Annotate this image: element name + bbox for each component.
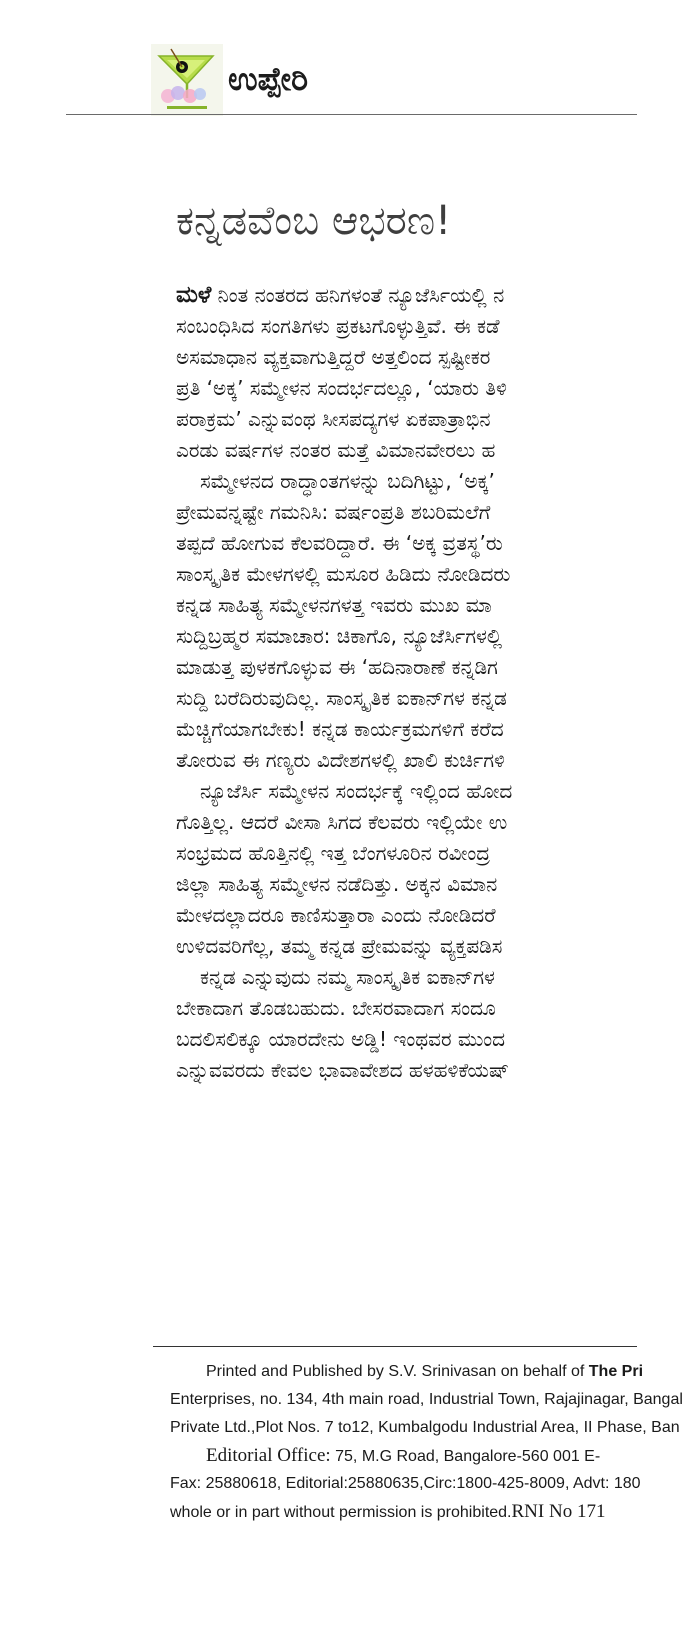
article-line: ಸಂಬಂಧಿಸಿದ ಸಂಗತಿಗಳು ಪ್ರಕಟಗೊಳ್ಳುತ್ತಿವೆ. ಈ ಕಡೆ	[176, 314, 500, 338]
section-title: ಉಪ್ಪೇರಿ	[228, 60, 309, 98]
article-line: ಕನ್ನಡ ಸಾಹಿತ್ಯ ಸಮ್ಮೇಳನಗಳತ್ತ ಇವರು ಮುಖ ಮಾ	[176, 593, 492, 617]
article-line: ತಪ್ಪದೆ ಹೋಗುವ ಕೆಲವರಿದ್ದಾರೆ. ಈ ‘ಅಕ್ಕ ವ್ರತಸ್ಥ’ರು	[176, 531, 503, 555]
article-line: ಕನ್ನಡ ಎನ್ನುವುದು ನಮ್ಮ ಸಾಂಸ್ಕೃತಿಕ ಐಕಾನ್‌ಗಳ	[200, 965, 495, 989]
imprint-line: Private Ltd.,Plot Nos. 7 to12, Kumbalgodu Industrial Area, II Phase, Ban	[170, 1419, 680, 1436]
article-headline: ಕನ್ನಡವೆಂಬ ಆಭರಣ!	[176, 198, 452, 244]
article-line: ಪರಾಕ್ರಮ’ ಎನ್ನುವಂಥ ಸೀಸಪದ್ಯಗಳ ಏಕಪಾತ್ರಾಭಿನ	[176, 407, 491, 431]
imprint-line	[170, 1498, 640, 1526]
article-line: ಉಳಿದವರಿಗೆಲ್ಲ, ತಮ್ಮ ಕನ್ನಡ ಪ್ರೇಮವನ್ನು ವ್ಯಕ್ತಪಡಿಸ	[176, 934, 503, 958]
article-line: ಸಮ್ಮೇಳನದ ರಾದ್ಧಾಂತಗಳನ್ನು ಬದಿಗಿಟ್ಟು, ‘ಅಕ್ಕ’	[200, 469, 495, 493]
article-line: ಪ್ರೇಮವನ್ನಷ್ಟೇ ಗಮನಿಸಿ: ವರ್ಷಂಪ್ರತಿ ಶಬರಿಮಲೆಗೆ	[176, 500, 491, 524]
article-line: ತೋರುವ ಈ ಗಣ್ಯರು ವಿದೇಶಗಳಲ್ಲಿ ಖಾಲಿ ಕುರ್ಚಿಗಳಿ	[176, 748, 505, 772]
publisher-name: The Pri	[588, 1363, 644, 1380]
footer-divider	[153, 1346, 637, 1347]
article-line: ಬೇಕಾದಾಗ ತೊಡಬಹುದು. ಬೇಸರವಾದಾಗ ಸಂದೂ	[176, 996, 496, 1020]
article-line: ಜಿಲ್ಲಾ ಸಾಹಿತ್ಯ ಸಮ್ಮೇಳನ ನಡೆದಿತ್ತು. ಅಕ್ಕನ ವಿಮಾನ	[176, 872, 498, 896]
article-line: ಮೆಚ್ಚಿಗೆಯಾಗಬೇಕು! ಕನ್ನಡ ಕಾರ್ಯಕ್ರಮಗಳಿಗೆ ಕರೆದ	[176, 717, 504, 741]
imprint-line	[170, 1442, 640, 1470]
imprint-line: Enterprises, no. 134, 4th main road, Industrial Town, Rajajinagar, Bangal	[170, 1391, 683, 1408]
article-body	[176, 280, 646, 1086]
copyright-notice: whole or in part without permission is prohibited.	[170, 1504, 512, 1521]
article-line: ಮೇಳದಲ್ಲಾದರೂ ಕಾಣಿಸುತ್ತಾರಾ ಎಂದು ನೋಡಿದರೆ	[176, 903, 496, 927]
article-line: ನ್ಯೂಜೆರ್ಸಿ ಸಮ್ಮೇಳನ ಸಂದರ್ಭಕ್ಕೆ ಇಲ್ಲಿಂದ ಹೋದ	[200, 779, 513, 803]
article-line: ಸಂಭ್ರಮದ ಹೊತ್ತಿನಲ್ಲಿ ಇತ್ತ ಬೆಂಗಳೂರಿನ ರವೀಂದ್ರ	[176, 841, 490, 865]
article-line: ಸುದ್ದಿ ಬರೆದಿರುವುದಿಲ್ಲ. ಸಾಂಸ್ಕೃತಿಕ ಐಕಾನ್‌ಗಳ ಕನ್ನಡ	[176, 686, 507, 710]
imprint-text: Printed and Published by S.V. Srinivasan on behalf of	[206, 1363, 589, 1380]
article-line: ಬದಲಿಸಲಿಕ್ಕೂ ಯಾರದೇನು ಅಡ್ಡಿ! ಇಂಥವರ ಮುಂದ	[176, 1027, 506, 1051]
article-line: ಎರಡು ವರ್ಷಗಳ ನಂತರ ಮತ್ತೆ ವಿಮಾನವೇರಲು ಹ	[176, 438, 496, 462]
article-line: ಮಾಡುತ್ತ ಪುಳಕಗೊಳ್ಳುವ ಈ ‘ಹದಿನಾರಾಣೆ ಕನ್ನಡಿಗ	[176, 655, 498, 679]
article-line: ಪ್ರತಿ ‘ಅಕ್ಕ’ ಸಮ್ಮೇಳನ ಸಂದರ್ಭದಲ್ಲೂ, ‘ಯಾರು ತಿಳಿ	[176, 376, 507, 400]
imprint-line: Fax: 25880618, Editorial:25880635,Circ:1800-425-8009, Advt: 180	[170, 1475, 641, 1492]
article-line: ಅಸಮಾಧಾನ ವ್ಯಕ್ತವಾಗುತ್ತಿದ್ದರೆ ಅತ್ತಲಿಂದ ಸ್ಪಷ್ಟೀಕರ	[176, 345, 491, 369]
imprint	[170, 1358, 683, 1526]
rni-number: RNI No 171	[511, 1501, 606, 1522]
editorial-office-label: Editorial Office:	[206, 1445, 331, 1466]
article-line: ಸುದ್ದಿಬ್ರಹ್ಮರ ಸಮಾಚಾರ: ಚಿಕಾಗೊ, ನ್ಯೂಜೆರ್ಸಿಗಳಲ್ಲಿ	[176, 624, 503, 648]
article-line: ಎನ್ನುವವರದು ಕೇವಲ ಭಾವಾವೇಶದ ಹಳಹಳಿಕೆಯಷ್	[176, 1058, 510, 1082]
article-line: ಗೊತ್ತಿಲ್ಲ. ಆದರೆ ವೀಸಾ ಸಿಗದ ಕೆಲವರು ಇಲ್ಲಿಯೇ ಉ	[176, 810, 508, 834]
header-divider	[66, 114, 637, 115]
cocktail-glass-icon	[151, 44, 223, 116]
article-line	[176, 280, 646, 311]
article-line-text: ನಿಂತ ನಂತರದ ಹನಿಗಳಂತೆ ನ್ಯೂಜೆರ್ಸಿಯಲ್ಲಿ ನ	[211, 283, 505, 307]
article-line: ಸಾಂಸ್ಕೃತಿಕ ಮೇಳಗಳಲ್ಲಿ ಮಸೂರ ಹಿಡಿದು ನೋಡಿದರು	[176, 562, 511, 586]
editorial-office-address: 75, M.G Road, Bangalore-560 001 E-	[330, 1448, 601, 1465]
imprint-line	[170, 1358, 644, 1386]
drop-cap: ಮಳೆ	[176, 282, 212, 308]
